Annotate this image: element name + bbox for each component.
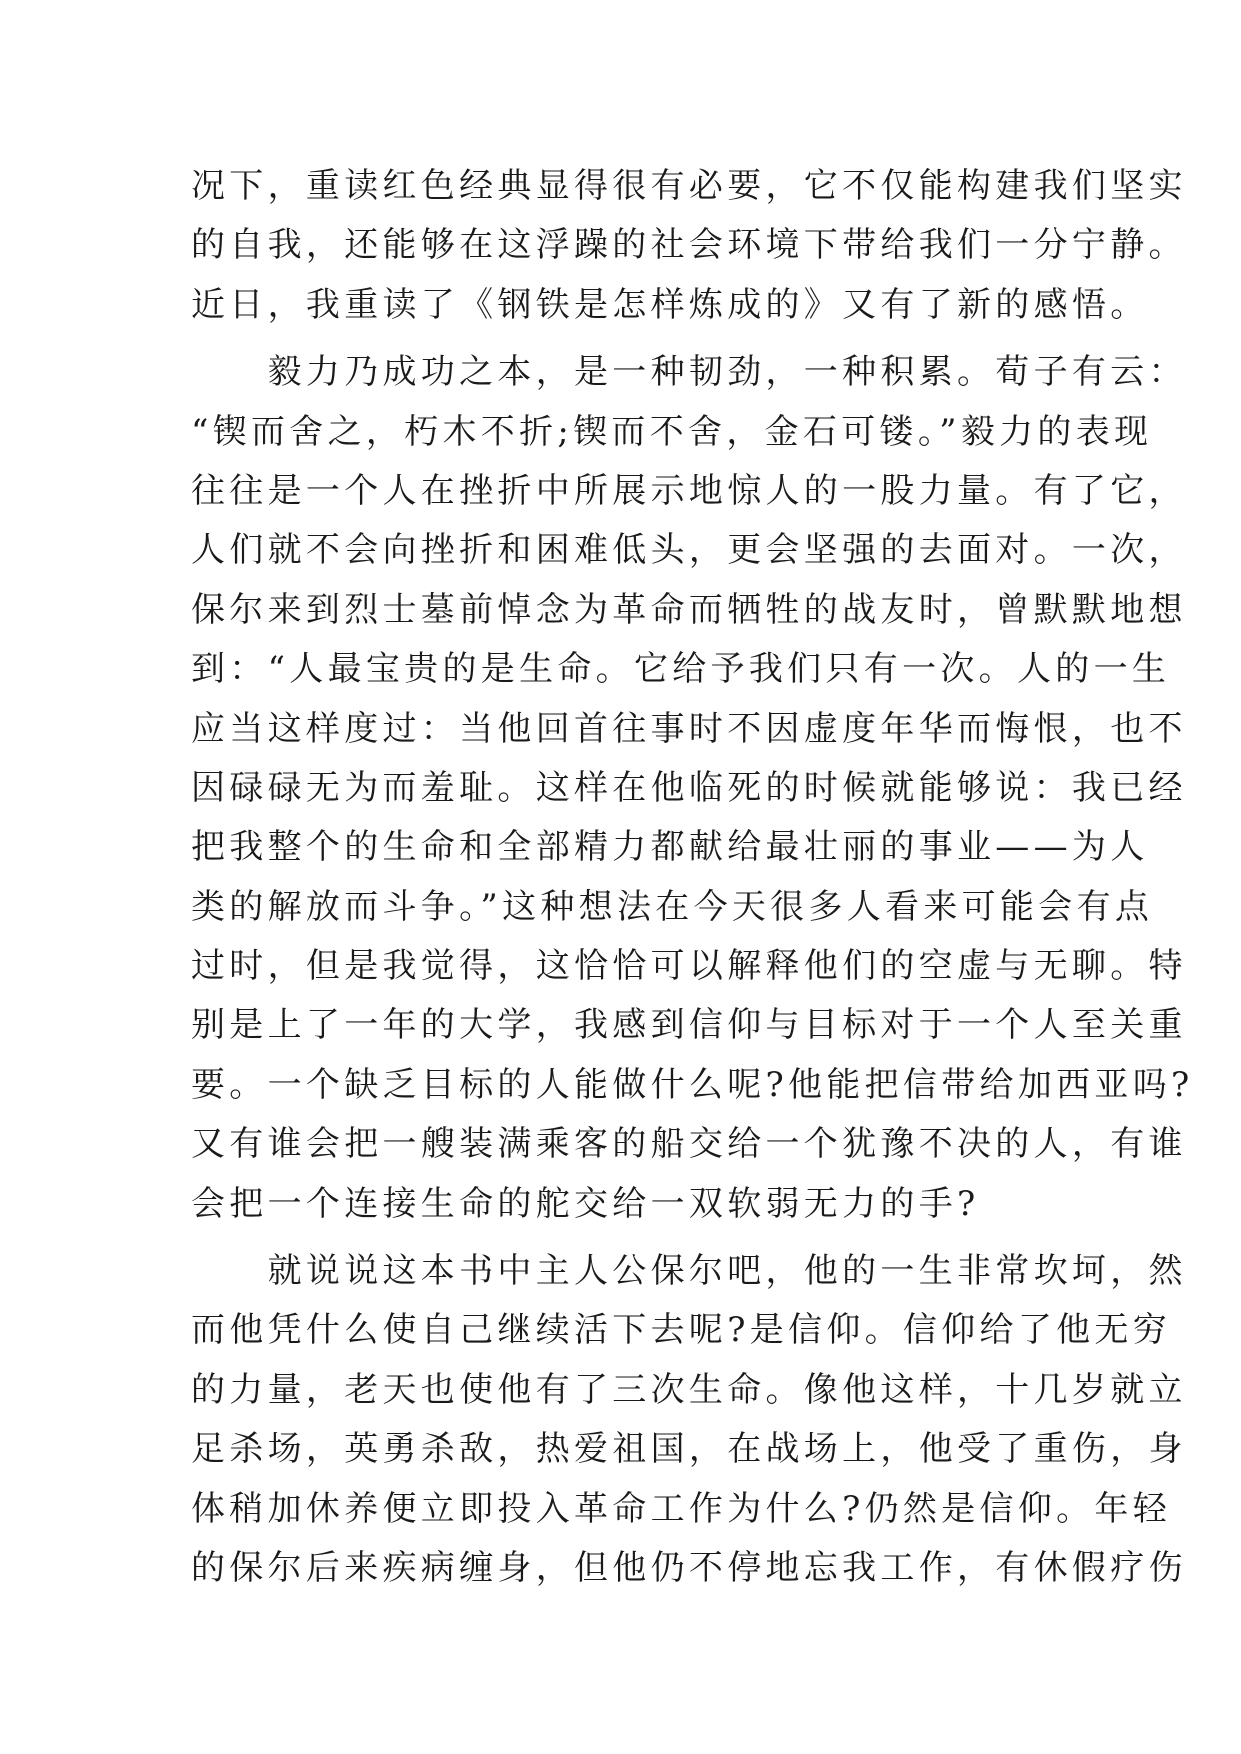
paragraph-gap (191, 335, 1071, 343)
text-line: 足杀场，英勇杀敌，热爱祖国，在战场上，他受了重伤，身 (191, 1429, 1187, 1470)
text-line: 的保尔后来疾病缠身，但他仍不停地忘我工作，有休假疗伤 (191, 1547, 1187, 1588)
text-line: 体稍加休养便立即投入革命工作为什么?仍然是信仰。年轻 (191, 1488, 1172, 1529)
text-line: 保尔来到烈士墓前悼念为革命而牺牲的战友时，曾默默地想 (191, 589, 1187, 630)
text-line: 别是上了一年的大学，我感到信仰与目标对于一个人至关重 (191, 1005, 1187, 1046)
text-line: “锲而舍之，朽木不折;锲而不舍，金石可镂。”毅力的表现 (191, 411, 1153, 452)
text-line: 况下，重读红色经典显得很有必要，它不仅能构建我们坚实 (191, 166, 1187, 206)
text-line: 近日，我重读了《钢铁是怎样炼成的》又有了新的感悟。 (191, 284, 1149, 325)
text-line: 因碌碌无为而羞耻。这样在他临死的时候就能够说：我已经 (191, 767, 1187, 808)
paragraph-3 (191, 1242, 1187, 1598)
text-line: 会把一个连接生命的舵交给一双软弱无力的手? (191, 1183, 980, 1224)
text-line: 要。一个缺乏目标的人能做什么呢?他能把信带给加西亚吗? (191, 1064, 1194, 1105)
text-line: 把我整个的生命和全部精力都献给最壮丽的事业——为人 (191, 827, 1149, 868)
text-line: 往往是一个人在挫折中所展示地惊人的一股力量。有了它， (191, 470, 1187, 511)
text-line: 人们就不会向挫折和困难低头，更会坚强的去面对。一次， (191, 530, 1187, 571)
paragraph-2 (191, 343, 1194, 1234)
text-line: 应当这样度过：当他回首往事时不因虚度年华而悔恨，也不 (191, 708, 1187, 749)
text-line: 类的解放而斗争。”这种想法在今天很多人看来可能会有点 (191, 886, 1154, 927)
text-line: 就说说这本书中主人公保尔吧，他的一生非常坎坷，然 (191, 1251, 1187, 1292)
text-line: 的自我，还能够在这浮躁的社会环境下带给我们一分宁静。 (191, 225, 1187, 266)
text-line: 而他凭什么使自己继续活下去呢?是信仰。信仰给了他无穷 (191, 1310, 1172, 1351)
essay-body (191, 157, 1194, 1598)
paragraph-1 (191, 157, 1187, 335)
text-line: 又有谁会把一艘装满乘客的船交给一个犹豫不决的人，有谁 (191, 1124, 1187, 1165)
text-line: 的力量，老天也使他有了三次生命。像他这样，十几岁就立 (191, 1369, 1187, 1410)
text-line: 过时，但是我觉得，这恰恰可以解释他们的空虚与无聊。特 (191, 946, 1187, 987)
text-line: 到：“人最宝贵的是生命。它给予我们只有一次。人的一生 (191, 649, 1171, 690)
paragraph-gap (191, 1234, 1071, 1242)
text-line: 毅力乃成功之本，是一种韧劲，一种积累。荀子有云： (191, 352, 1187, 393)
